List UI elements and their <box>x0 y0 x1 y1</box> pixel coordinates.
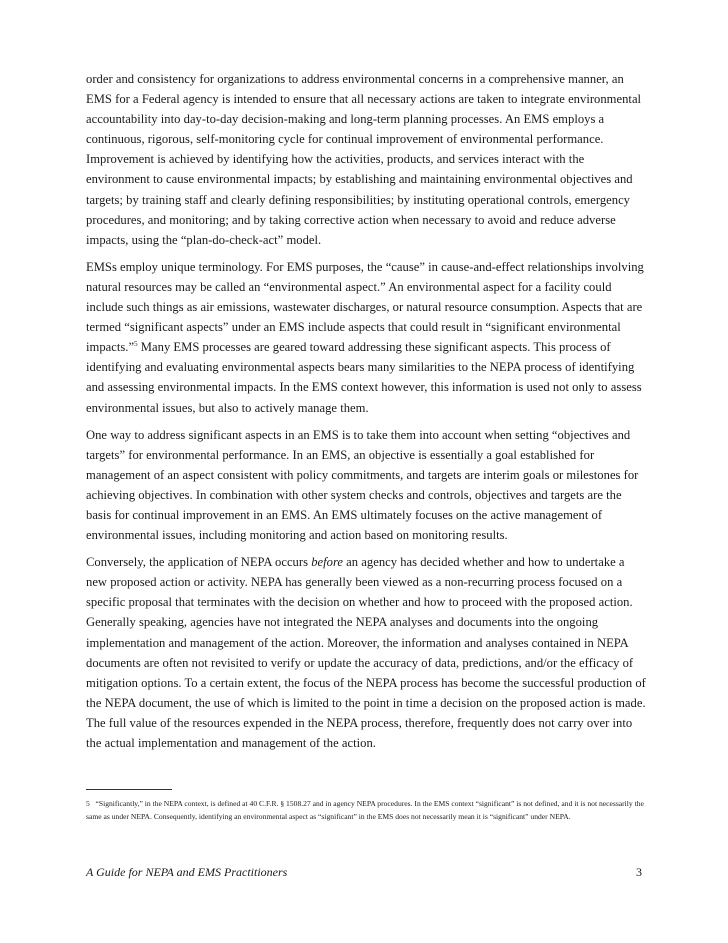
footnote-text: “Significantly,” in the NEPA context, is defined at 40 C.F.R. § 1508.27 and in agency NEPA procedures. In the EMS context “significant” is not defined, and it is not necessarily the same as under NEPA. Consequently, identifying an environmental aspect as “significant” in the EMS does not necessarily mean it is “significant” under NEPA. <box>86 799 644 821</box>
paragraph-continuation <box>86 69 646 250</box>
paragraph-text: Conversely, the application of NEPA occurs <box>86 555 312 570</box>
paragraph-nepa-application <box>86 552 646 753</box>
footnote-reference[interactable]: 5 <box>134 340 138 349</box>
page-number: 3 <box>636 865 642 879</box>
paragraph-text: One way to address significant aspects in an EMS is to take them into account when setting “objectives and targets” for environmental performance. In an EMS, an objective is essentially a goal established for management of an aspect consistent with policy commitments, and targets are interim goals or milestones for achieving objectives. In combination with other system checks and controls, objectives and targets are the basis for continual improvement in an EMS. An EMS ultimately focuses on the active management of environmental issues, including monitoring and action based on monitoring results. <box>86 427 639 543</box>
body-text <box>86 69 646 760</box>
paragraph-text: EMSs employ unique terminology. For EMS purposes, the “cause” in cause-and-effect relationships involving natural resources may be called an “environmental aspect.” An environmental aspect for a facility could include such things as air emissions, wastewater discharges, or natural resource consumption. Aspects that are termed “significant aspects” under an EMS include aspects that could result in “significant environmental impacts.” <box>86 259 644 355</box>
paragraph-objectives-targets <box>86 425 646 546</box>
footnote <box>86 797 646 823</box>
paragraph-ems-terminology <box>86 257 646 418</box>
paragraph-text: an agency has decided whether and how to undertake a new proposed action or activity. NEPA has generally been viewed as a non-recurring process focused on a specific proposal that terminates with the decision on whether and how to proceed with the proposed action. Generally speaking, agencies have not integrated the NEPA analyses and documents into the ongoing implementation and management of the action. Moreover, the information and analyses contained in NEPA documents are often not revisited to verify or update the accuracy of data, predictions, and/or the efficacy of mitigation options. To a certain extent, the focus of the NEPA process has become the successful production of the NEPA document, the use of which is limited to the point in time a decision on the proposed action is made. The full value of the resources expended in the NEPA process, therefore, frequently does not carry over into the actual implementation and management of the action. <box>86 555 646 750</box>
footnote-divider <box>86 789 172 790</box>
paragraph-text: order and consistency for organizations to address environmental concerns in a comprehensive manner, an EMS for a Federal agency is intended to ensure that all necessary actions are taken to integrate environmental accountability into day-to-day decision-making and long-term planning processes. An EMS employs a continuous, rigorous, self-monitoring cycle for continual improvement of environmental performance. Improvement is achieved by identifying how the activities, products, and services interact with the environment to cause environmental impacts; by establishing and maintaining environmental objectives and targets; by training staff and clearly defining responsibilities; by instituting operational controls, emergency procedures, and monitoring; and by taking corrective action when necessary to avoid and reduce adverse impacts, using the “plan-do-check-act” model. <box>86 72 642 247</box>
paragraph-text: Many EMS processes are geared toward addressing these significant aspects. This process of identifying and evaluating environmental aspects bears many similarities to the NEPA process of identifying and assessing environmental impacts. In the EMS context however, this information is used not only to assess environmental issues, but also to actively manage them. <box>86 340 642 415</box>
emphasized-text: before <box>311 555 344 570</box>
document-title: A Guide for NEPA and EMS Practitioners <box>86 865 288 879</box>
footnote-number: 5 <box>86 799 90 808</box>
